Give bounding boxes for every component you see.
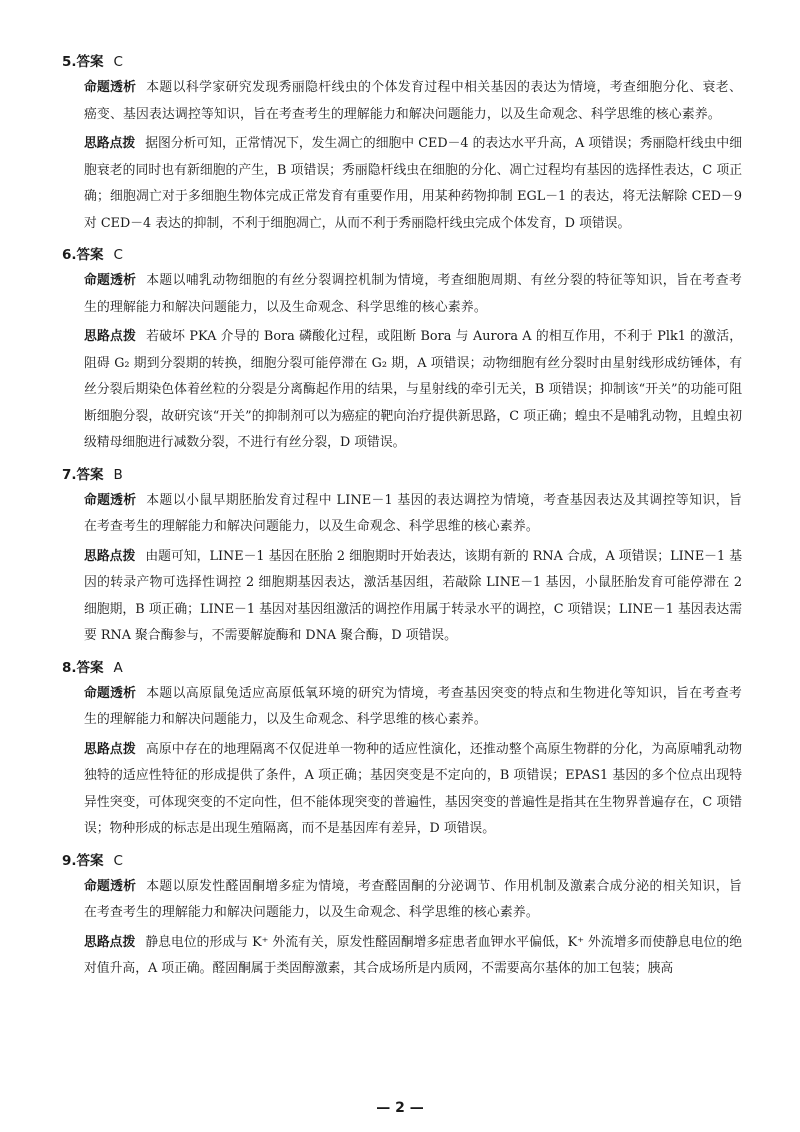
- analysis-label: 命题透析: [84, 878, 137, 894]
- question-block: [62, 463, 742, 650]
- question-block: [62, 849, 742, 983]
- analysis-text: 本题以高原鼠兔适应高原低氧环境的研究为情境，考查基因突变的特点和生物进化等知识，旨在考查考生的理解能力和解决问题能力，以及生命观念、科学思维的核心素养。: [84, 685, 743, 727]
- analysis-paragraph: [84, 874, 742, 927]
- hint-label: 思路点拨: [84, 329, 137, 344]
- hint-text: 静息电位的形成与 K⁺ 外流有关，原发性醛固酮增多症患者血钾水平偏低，K⁺ 外流增多而使静息电位的绝对值升高，A 项正确。醛固酮属于类固醇激素，其合成场所是内质网，不需要高尔基体的加工包装；胰高: [84, 934, 742, 976]
- analysis-paragraph: [84, 268, 742, 321]
- analysis-text: 本题以原发性醛固酮增多症为情境，考查醛固酮的分泌调节、作用机制及激素合成分泌的相关知识，旨在考查考生的理解能力和解决问题能力，以及生命观念、科学思维的核心素养。: [84, 878, 743, 920]
- analysis-label: 命题透析: [84, 492, 137, 508]
- answer-value: A: [113, 659, 123, 676]
- answer-value: C: [113, 247, 123, 263]
- question-list: [62, 50, 742, 983]
- hint-text: 据图分析可知，正常情况下，发生凋亡的细胞中 CED－4 的表达水平升高，A 项错误；秀丽隐杆线虫中细胞衰老的同时也有新细胞的产生，B 项错误；秀丽隐杆线虫在细胞的分化、凋亡过程均有基因的选择性表达，C 项正确；细胞凋亡对于多细胞生物体完成正常发育有重要作用，用某种药物抑制 EGL－1 的表达，将无法解除 CED－9 对 CED－4 表达的抑制，不利于细胞凋亡，从而不利于秀丽隐杆线虫完成个体发育，D 项错误。: [84, 136, 742, 231]
- hint-label: 思路点拨: [84, 741, 136, 757]
- hint-paragraph: [84, 930, 742, 983]
- question-number: 6.: [62, 247, 77, 263]
- analysis-label: 命题透析: [84, 273, 137, 288]
- question-block: [62, 50, 742, 237]
- question-number: 9.: [62, 852, 77, 869]
- analysis-paragraph: [84, 488, 742, 541]
- hint-paragraph: [84, 544, 742, 650]
- question-number: 5.: [62, 54, 77, 70]
- hint-paragraph: [84, 324, 742, 457]
- question-number: 7.: [62, 466, 77, 483]
- answer-line: [62, 656, 742, 681]
- hint-label: 思路点拨: [84, 136, 136, 151]
- answer-value: B: [113, 466, 123, 483]
- answer-label: 答案: [76, 659, 104, 676]
- analysis-label: 命题透析: [84, 685, 137, 701]
- analysis-paragraph: [84, 681, 742, 734]
- hint-paragraph: [84, 737, 742, 843]
- analysis-paragraph: [84, 75, 742, 128]
- hint-text: 高原中存在的地理隔离不仅促进单一物种的适应性演化，还推动整个高原生物群的分化，为高原哺乳动物独特的适应性特征的形成提供了条件，A 项正确；基因突变是不定向的，B 项错误；EPAS1 基因的多个位点出现特异性突变，可体现突变的不定向性，但不能体现突变的普遍性，基因突变的普遍性是指其在生物界普遍存在，C 项错误；物种形成的标志是出现生殖隔离，而不是基因库有差异，D 项错误。: [84, 741, 743, 836]
- answer-label: 答案: [76, 466, 104, 483]
- analysis-text: 本题以哺乳动物细胞的有丝分裂调控机制为情境，考查细胞周期、有丝分裂的特征等知识，旨在考查考生的理解能力和解决问题能力，以及生命观念、科学思维的核心素养。: [84, 273, 743, 315]
- answer-line: [62, 849, 742, 874]
- question-number: 8.: [62, 659, 77, 676]
- hint-label: 思路点拨: [84, 548, 136, 564]
- answer-line: [62, 463, 742, 488]
- analysis-text: 本题以科学家研究发现秀丽隐杆线虫的个体发育过程中相关基因的表达为情境，考查细胞分化、衰老、癌变、基因表达调控等知识，旨在考查考生的理解能力和解决问题能力，以及生命观念、科学思维的核心素养。: [84, 80, 743, 122]
- answer-value: C: [113, 852, 123, 869]
- question-block: [62, 243, 742, 457]
- answer-line: [62, 50, 742, 75]
- question-block: [62, 656, 742, 843]
- answer-label: 答案: [76, 247, 104, 263]
- answer-value: C: [113, 54, 123, 70]
- page-number: — 2 —: [376, 1100, 424, 1116]
- analysis-label: 命题透析: [84, 80, 137, 95]
- hint-label: 思路点拨: [84, 934, 136, 950]
- hint-text: 若破坏 PKA 介导的 Bora 磷酸化过程，或阻断 Bora 与 Aurora A 的相互作用，不利于 Plk1 的激活，阻碍 G₂ 期到分裂期的转换，细胞分裂可能停滞在 G₂ 期，A 项错误；动物细胞有丝分裂时由星射线形成纺锤体，有丝分裂后期染色体着丝粒的分裂是分离酶起作用的结果，与星射线的牵引无关，B 项错误；抑制该“开关”的功能可阻断细胞分裂，故研究该“开关”的抑制剂可以为癌症的靶向治疗提供新思路，C 项正确；蝗虫不是哺乳动物，且蝗虫初级精母细胞进行减数分裂，不进行有丝分裂，D 项错误。: [84, 329, 743, 450]
- hint-paragraph: [84, 131, 742, 237]
- analysis-text: 本题以小鼠早期胚胎发育过程中 LINE－1 基因的表达调控为情境，考查基因表达及其调控等知识，旨在考查考生的理解能力和解决问题能力，以及生命观念、科学思维的核心素养。: [84, 492, 742, 534]
- answer-line: [62, 243, 742, 268]
- hint-text: 由题可知，LINE－1 基因在胚胎 2 细胞期时开始表达，该期有新的 RNA 合成，A 项错误；LINE－1 基因的转录产物可选择性调控 2 细胞期基因表达，激活基因组，若敲除 LINE－1 基因，小鼠胚胎发育可能停滞在 2 细胞期，B 项正确；LINE－1 基因对基因组激活的调控作用属于转录水平的调控，C 项错误；LINE－1 基因表达需要 RNA 聚合酶参与，不需要解旋酶和 DNA 聚合酶，D 项错误。: [84, 548, 743, 643]
- answer-label: 答案: [76, 852, 104, 869]
- answer-label: 答案: [76, 54, 104, 70]
